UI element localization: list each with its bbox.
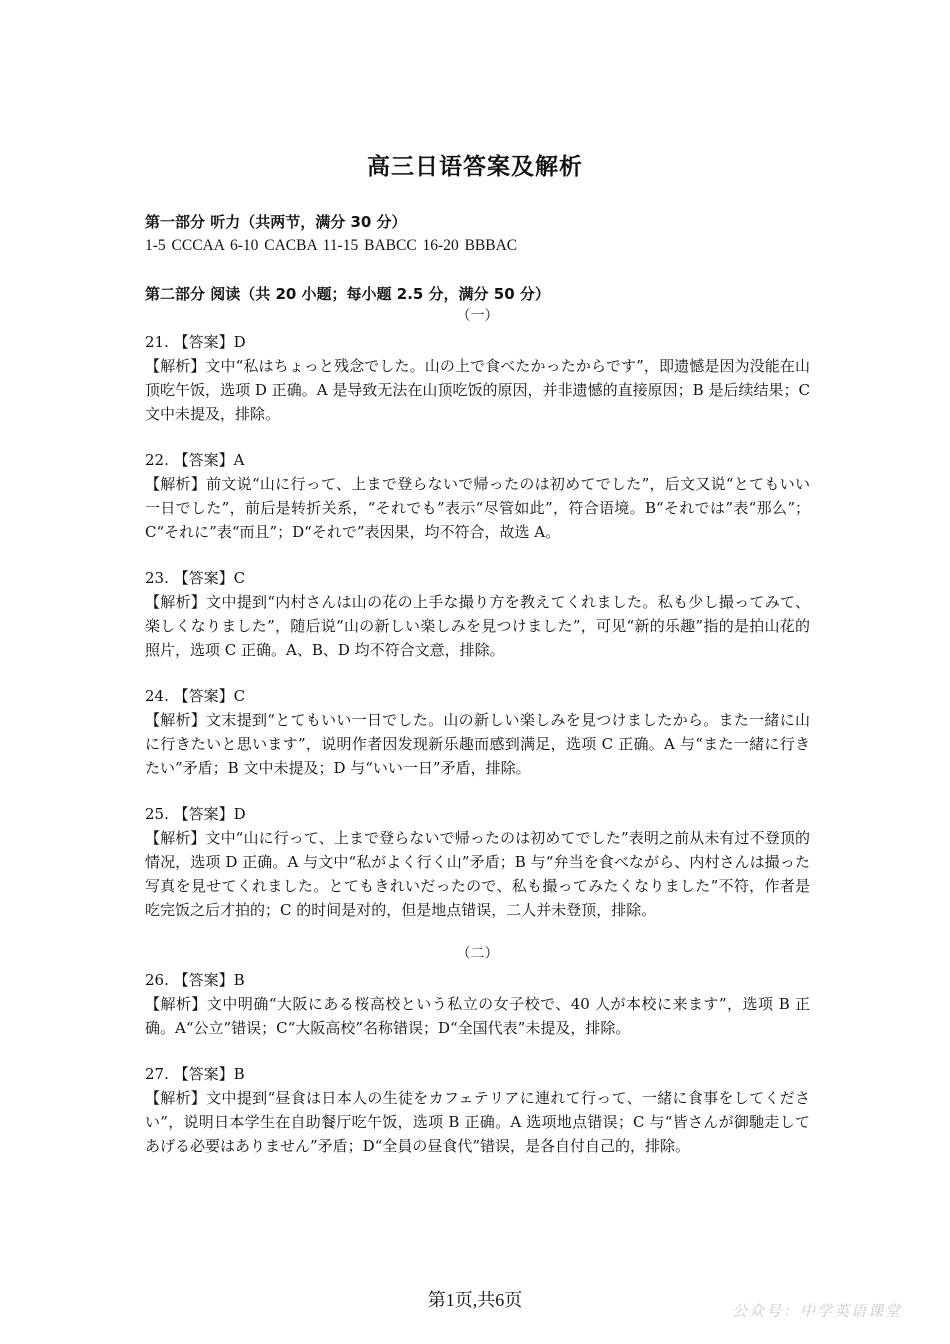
question-analysis: 【解析】文末提到“とてもいい一日でした。山の新しい楽しみを見つけましたから。また一緒に山に行きたいと思います”，说明作者因发现新乐趣而感到满足，选项 C 正确。A 与“また一緒に行きたい”矛盾；B 文中未提及；D 与“いい一日”矛盾，排除。 [145, 711, 810, 777]
question-analysis: 【解析】文中“山に行って、上まで登らないで帰ったのは初めてでした”表明之前从未有过不登顶的情况，选项 D 正确。A 与文中“私がよく行く山”矛盾；B 与“弁当を食べながら、内村さんは撮った写真を見せてくれました。とてもきれいだったので、私も撮ってみたくなりました”不符，作者是吃完饭之后才拍的；C 的时间是对的，但是地点错误，二人并未登顶，排除。 [145, 829, 810, 919]
question-label: 24. 【答案】C [145, 687, 246, 705]
question-label: 21. 【答案】D [145, 333, 246, 351]
page-number: 第1页,共6页 [427, 1290, 523, 1310]
question-label: 27. 【答案】B [145, 1065, 245, 1083]
question-analysis: 【解析】前文说“山に行って、上まで登らないで帰ったのは初めてでした”，后文又说“とてもいい一日でした”，前后是转折关系，“それでも”表示“尽管如此”，符合语境。B“それでは”表“那么”；C“それに”表“而且”；D“それで”表因果，均不符合，故选 A。 [145, 475, 810, 541]
section-label-2: （二） [456, 946, 499, 962]
question-analysis: 【解析】文中提到“内村さんは山の花の上手な撮り方を教えてくれました。私も少し撮ってみて、楽しくなりました”，随后说“山の新しい楽しみを見つけました”，可见“新的乐趣”指的是拍山花的照片，选项 C 正确。A、B、D 均不符合文意，排除。 [145, 593, 810, 659]
part1-heading: 第一部分 听力（共两节，满分 30 分） [145, 213, 407, 231]
question-analysis: 【解析】文中提到“昼食は日本人の生徒をカフェテリアに連れて行って、一緒に食事をしてください”，说明日本学生在自助餐厅吃午饭，选项 B 正确。A 选项地点错误；C 与“皆さんが御馳走してあげる必要はありません”矛盾；D“全員の昼食代”错误，是各自付自己的，排除。 [145, 1089, 810, 1155]
question-analysis: 【解析】文中“私はちょっと残念でした。山の上で食べたかったからです”，即遗憾是因为没能在山顶吃午饭，选项 D 正确。A 是导致无法在山顶吃饭的原因，并非遗憾的直接原因；B 是后续结果；C 文中未提及，排除。 [145, 357, 810, 423]
question-analysis: 【解析】文中明确“大阪にある桜高校という私立の女子校で、40 人が本校に来ます”，选项 B 正确。A“公立”错误；C“大阪高校”名称错误；D“全国代表”未提及，排除。 [145, 995, 810, 1037]
listening-answers: 1-5 CCCAA 6-10 CACBA 11-15 BABCC 16-20 BBBAC [145, 237, 518, 254]
question-label: 25. 【答案】D [145, 805, 246, 823]
question-label: 23. 【答案】C [145, 569, 246, 587]
question-label: 22. 【答案】A [145, 451, 245, 469]
part2-heading: 第二部分 阅读（共 20 小题；每小题 2.5 分，满分 50 分） [145, 285, 550, 303]
page-title: 高三日语答案及解析 [367, 154, 583, 180]
watermark: 公众号：中学英语课堂 [731, 1302, 902, 1320]
section-label-1: （一） [456, 308, 499, 324]
document-body [145, 210, 810, 1158]
question-label: 26. 【答案】B [145, 971, 245, 989]
